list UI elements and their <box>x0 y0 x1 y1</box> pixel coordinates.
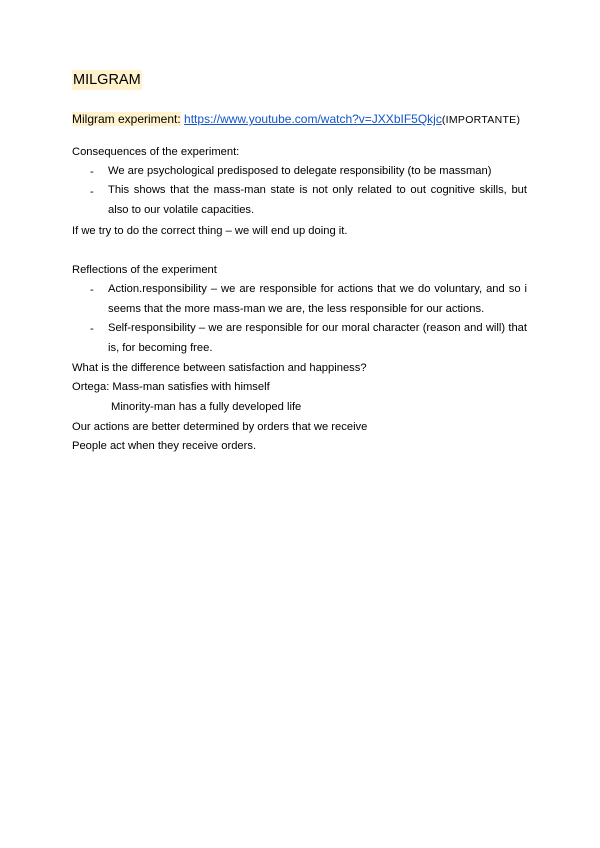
orders-line-1: Our actions are better determined by orders that we receive <box>72 421 368 433</box>
ortega-line-2: Minority-man has a fully developed life <box>111 401 302 413</box>
video-reference-line <box>72 112 520 127</box>
document-title: MILGRAM <box>73 72 141 88</box>
orders-line-2: People act when they receive orders. <box>72 440 257 452</box>
consequence-bullet-2: This shows that the mass-man state is not only related to out cognitive skills, but also to our volatile capacities. <box>108 184 527 216</box>
reflection-bullet-2: Self-responsibility – we are responsible for our moral character (reason and will) that is, for becoming free. <box>108 322 527 354</box>
bullet-marker: - <box>90 186 94 198</box>
bullet-marker: - <box>90 166 94 178</box>
video-link[interactable]: https://www.youtube.com/watch?v=JXXbIF5Qkjc <box>184 112 442 126</box>
video-suffix: (IMPORTANTE) <box>441 114 521 126</box>
consequences-heading: Consequences of the experiment: <box>72 146 240 158</box>
bullet-marker: - <box>90 284 94 296</box>
reflection-bullet-1: Action.responsibility – we are responsible for actions that we do voluntary, and so i seems that the more mass-man we are, the less responsible for our actions. <box>108 283 527 315</box>
question-line: What is the difference between satisfaction and happiness? <box>72 362 367 374</box>
reflections-heading: Reflections of the experiment <box>72 264 217 276</box>
bullet-marker: - <box>90 323 94 335</box>
consequence-bullet-1: We are psychological predisposed to delegate responsibility (to be massman) <box>108 165 492 177</box>
video-label: Milgram experiment: <box>72 112 181 126</box>
consequences-conclusion: If we try to do the correct thing – we will end up doing it. <box>72 225 348 237</box>
ortega-line-1: Ortega: Mass-man satisfies with himself <box>72 381 270 393</box>
